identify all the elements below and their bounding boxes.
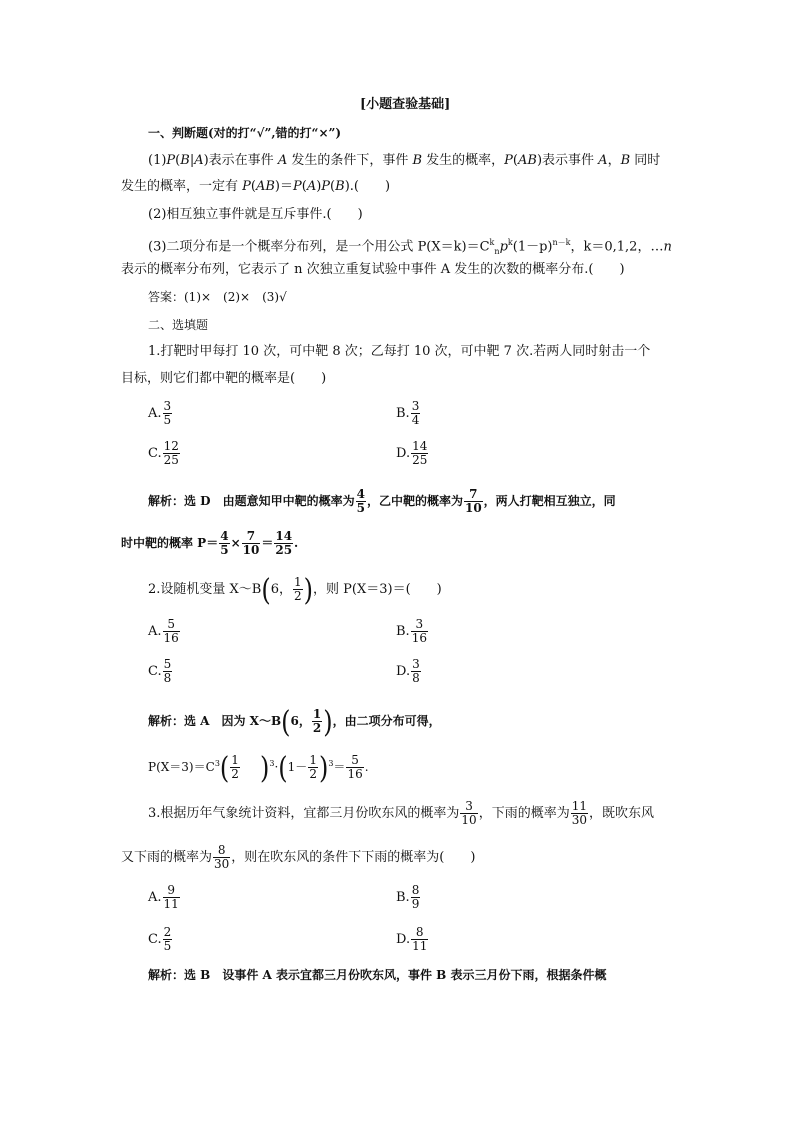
q1-solution-line1: 解析：选 D 由题意知甲中靶的概率为 $\frac{4}{5}$ ，乙中靶的概率为 $\frac{7}{10}$ ，两人打靶相互独立，同 (148, 487, 616, 515)
q3-option-b: B. $\frac{8}{9}$ (396, 883, 420, 911)
section-heading: [小题查验基础] (360, 97, 451, 112)
q1-solution-line2: 时中靶的概率 P＝ $\frac{4}{5}$ × $\frac{7}{10}$ ＝ $\frac{14}{25}$ . (121, 529, 299, 557)
q2-option-b: B. $\frac{3}{16}$ (396, 617, 427, 645)
q1-option-d: D. $\frac{14}{25}$ (396, 439, 428, 467)
q3-solution-line1: 解析：选 B 设事件 A 表示宜都三月份吹东风，事件 B 表示三月份下雨，根据条件概 (148, 968, 607, 982)
sec2-q1-line2: 目标，则它们都中靶的概率是( ) (121, 371, 327, 386)
q2-solution-line1: 解析：选 A 因为 X～B(6， $\frac{1}{2}$ )，由二项分布可得， (148, 704, 441, 739)
sec1-answer: 答案：(1)× (2)× (3)√ (148, 290, 287, 304)
q2-option-a: A. $\frac{5}{16}$ (148, 617, 179, 645)
q3-option-d: D. $\frac{8}{11}$ (396, 925, 428, 953)
sec2-q3-line1: 3.根据历年气象统计资料，宜都三月份吹东风的概率为 $\frac{3}{10}$ ，下雨的概率为 $\frac{11}{30}$ ，既吹东风 (148, 799, 654, 827)
sec1-q2: (2)相互独立事件就是互斥事件.( ) (148, 207, 363, 222)
sec1-q1-line1: (1)P(B|A)表示在事件 A 发生的条件下，事件 B 发生的概率，P(AB)表示事件 A，B 同时 (148, 153, 661, 168)
q2-option-c: C. $\frac{5}{8}$ (148, 657, 172, 685)
sec2-q3-line2: 又下雨的概率为 $\frac{8}{30}$ ，则在吹东风的条件下下雨的概率为( ) (121, 843, 476, 871)
q2-option-d: D. $\frac{3}{8}$ (396, 657, 420, 685)
sec1-q3-line1: (3)二项分布是一个概率分布列，是一个用公式 $P(X=k)=C^k_np^k(1-p)^{n-k}$，k＝0,1,2，…n (148, 238, 672, 256)
q3-option-a: A. $\frac{9}{11}$ (148, 883, 179, 911)
q1-option-c: C. $\frac{12}{25}$ (148, 439, 179, 467)
q1-option-a: A. $\frac{3}{5}$ (148, 399, 172, 427)
sec1-q3-line2: 表示的概率分布列，它表示了 n 次独立重复试验中事件 A 发生的次数的概率分布.( ) (121, 262, 625, 277)
q3-option-c: C. $\frac{2}{5}$ (148, 925, 172, 953)
sec2-q2-stem: 2.设随机变量 X～B(6， $\frac{1}{2}$ )，则 P(X＝3)＝( ) (148, 572, 442, 607)
sec2-title: 二、选填题 (148, 318, 209, 332)
sec1-q1-line2: 发生的概率，一定有 P(AB)＝P(A)P(B).( ) (121, 179, 391, 194)
q1-option-b: B. $\frac{3}{4}$ (396, 399, 420, 427)
sec1-title: 一、判断题(对的打“√”,错的打“×”) (148, 126, 342, 140)
sec2-q1-line1: 1.打靶时甲每打 10 次，可中靶 8 次；乙每打 10 次，可中靶 7 次.若两人同时射击一个 (148, 344, 651, 359)
q2-solution-line2: $P(X=3)=C^3$( $\frac{1}{2}$ )$^3$·(1－ $\frac{1}{2}$ )$^3$＝ $\frac{5}{16}$ . (148, 750, 369, 785)
